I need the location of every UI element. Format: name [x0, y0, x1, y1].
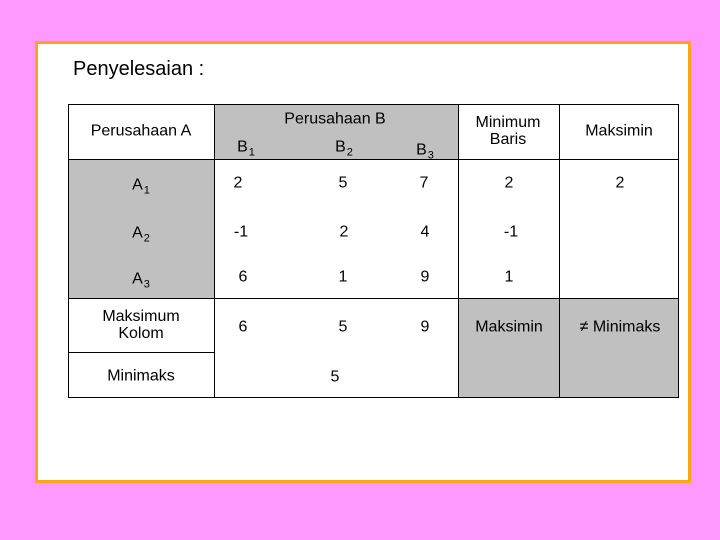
min-row-a3: 1	[504, 268, 514, 286]
row-label-a2: $A_2$	[132, 224, 150, 245]
min-row-header: Minimum Baris	[475, 114, 541, 148]
maksimum-kolom-label: Maksimum Kolom	[102, 308, 180, 342]
row-separator	[68, 352, 214, 353]
min-row-a2: -1	[503, 223, 519, 241]
column-separator	[214, 104, 215, 398]
column-separator	[559, 104, 560, 398]
row-label-a3: $A_3$	[132, 270, 150, 291]
row-player-header: Perusahaan A	[90, 122, 192, 140]
payoff-table	[68, 104, 679, 398]
minimaks-value: 5	[330, 368, 340, 386]
maksimum-kolom-b1: 6	[238, 318, 248, 336]
payoff-a2-b1: -1	[233, 223, 249, 241]
payoff-a1-b1: 2	[233, 174, 243, 192]
payoff-a2-b2: 2	[339, 223, 349, 241]
row-label-a1: $A_1$	[132, 176, 150, 197]
payoff-a3-b1: 6	[238, 268, 248, 286]
conclusion-not-equal-minimaks: ≠ Minimaks	[579, 318, 661, 336]
table-border-right	[678, 104, 679, 398]
payoff-a2-b3: 4	[420, 223, 430, 241]
payoff-a1-b3: 7	[419, 174, 429, 192]
payoff-a1-b2: 5	[338, 174, 348, 192]
column-header-b1: $B_1$	[237, 138, 255, 159]
table-border-top	[68, 104, 679, 105]
maksimum-kolom-b2: 5	[338, 318, 348, 336]
min-row-a1: 2	[504, 174, 514, 192]
maksimum-kolom-b3: 9	[420, 318, 430, 336]
column-header-b2: $B_2$	[335, 138, 353, 159]
minimaks-label: Minimaks	[107, 367, 175, 385]
col-player-header: Perusahaan B	[284, 110, 386, 128]
header-separator	[68, 159, 679, 160]
table-border-bottom	[68, 397, 679, 398]
payoff-a3-b2: 1	[338, 268, 348, 286]
content-card	[35, 41, 691, 483]
conclusion-block	[458, 298, 679, 398]
row-separator	[68, 298, 679, 299]
column-header-b3: $B_3$	[416, 141, 434, 162]
maksimin-header: Maksimin	[585, 122, 653, 140]
maksimin-a1: 2	[615, 174, 625, 192]
page-title: Penyelesaian :	[73, 58, 205, 80]
table-border-left	[68, 104, 69, 398]
payoff-a3-b3: 9	[420, 268, 430, 286]
conclusion-maksimin: Maksimin	[475, 318, 543, 336]
column-separator	[458, 104, 459, 398]
